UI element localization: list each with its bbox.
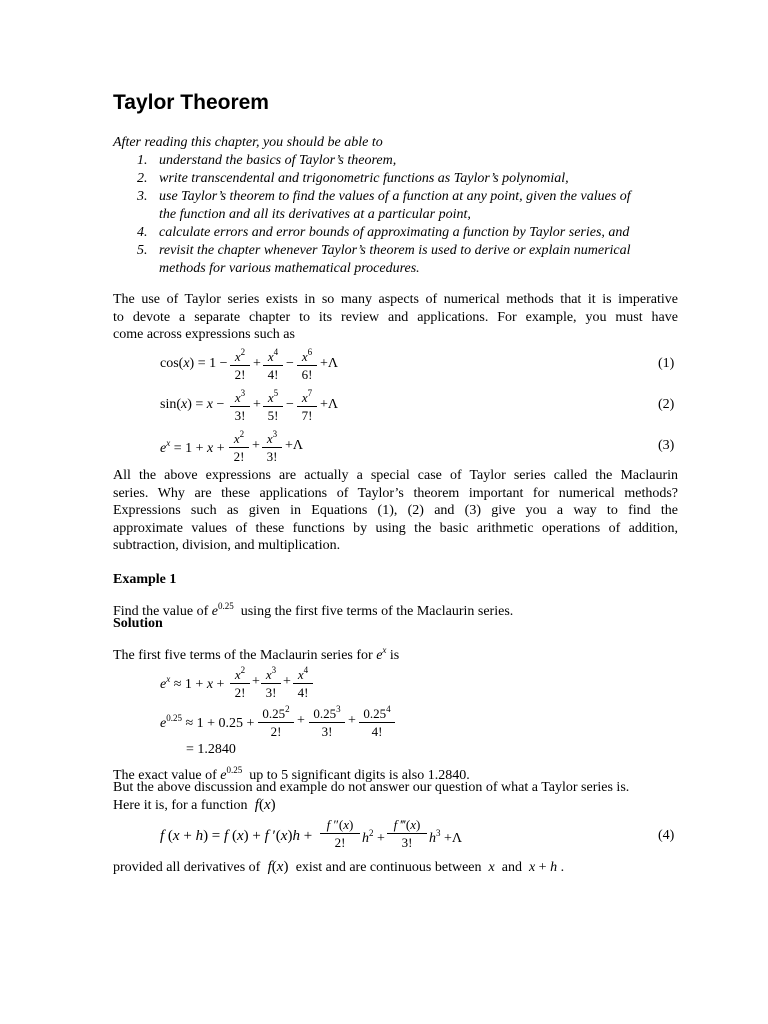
document-page: Taylor Theorem After reading this chapter, you should be able to 1. understand the basics of Taylor’s theorem, 2. write transcendental and trigonometric functions as Taylor’s polynomial, 3. use Taylor’s theorem to find the values of a function at any point, given the values of the function and all its derivatives at a particular point, 4. calculate errors and error bounds of approximating a function by Taylor series, and 5. revisit the chapter whenever Taylor’s theorem is used to derive or explain numerical methods for various mathematical procedures. The use of Taylor series exists in so many aspects of numerical methods that it is imperative to devote a separate chapter to its review and applications. For example, you must have come across expressions such as cos(x) = 1 − $x^2$ 2! + $x^4$ 4! − $x^6$ 6! +Λ (1) sin(x) = x − $x^3$ 3! + $x^5$ 5! − $x^7$ 7! +Λ (2) $e^x = 1 + x$ + $x^2$ 2! + $x^3$ 3! +Λ (3) All the above expressions are actually a special case of Taylor series called the Maclaurin series. Why are these applications of Taylor’s theorem important for numerical methods? Expressions such as given in Equations (1), (2) and (3) give you a way to find the approximate values of these functions by using the basic arithmetic operations of addition, subtraction, division, and multiplication. Example 1 Find the value of $e^{0.25}$ using the first five terms of the Maclaurin series. Solution The first five terms of the Maclaurin series for $e^x$ is $e^x \approx 1 + x$ + $x^2$ 2! + $x^3$ 3! + $x^4$ 4! $e^{0.25} \approx 1 + 0.25$ + $0.25^2$ 2! + 0.25$^3$ 3! + 0.25$^4$ 4! = 1.2840 The exact value of $e^{0.25}$ up to 5 significant digits is also 1.2840. But the above discussion and example do not answer our question of what a Taylor series is. Here it is, for a function f(x) f (x + h) = f (x) + f ′(x)h + f ″(x) 2! $h^2$ + f ‴(x) 3! $h^3 +\Lambda$ (4) provided all derivatives of f(x) exist and are continuous between x and x + h . [113, 91, 678, 875]
paragraph-line: All the above expressions are actually a special case of Taylor series called the Maclaurin [113, 468, 678, 483]
fraction: $x^4$ 4! [293, 663, 313, 700]
discussion-text: But the above discussion and example do not answer our question of what a Taylor series is. [113, 780, 630, 795]
fraction: $x^6$ 6! [297, 345, 317, 382]
equation-number: (2) [658, 397, 675, 412]
objective-number: 1. [137, 153, 148, 168]
paragraph-line: approximate values of these functions by using the basic arithmetic operations of addition, [113, 520, 678, 536]
paragraph-line: subtraction, division, and multiplication. [113, 538, 341, 553]
fraction: $x^3$ 3! [230, 386, 250, 423]
continuity-text: provided all derivatives of f(x) exist and are continuous between x and x + h . [113, 859, 565, 875]
objective-item: write transcendental and trigonometric functions as Taylor’s polynomial, [159, 171, 569, 186]
objective-item: methods for various mathematical procedures. [159, 261, 420, 276]
cos-lhs: cos(x) = 1 − [160, 356, 228, 371]
paragraph-line: The use of Taylor series exists in so many aspects of numerical methods that it is imperative [113, 292, 678, 307]
fraction: $x^2$ 2! [230, 663, 250, 700]
fraction: 0.25$^4$ 4! [359, 702, 395, 739]
exact-value-text: The exact value of $e^{0.25}$ up to 5 significant digits is also 1.2840. [113, 765, 470, 783]
paragraph-line: come across expressions such as [113, 327, 295, 342]
fraction: $x^7$ 7! [297, 386, 317, 423]
objective-number: 3. [137, 189, 148, 204]
fraction: $x^5$ 5! [263, 386, 283, 423]
fraction: f ‴(x) 3! [387, 817, 427, 850]
objective-item: understand the basics of Taylor’s theorem, [159, 153, 397, 168]
result-value: = 1.2840 [186, 742, 236, 757]
objective-item: use Taylor’s theorem to find the values of a function at any point, given the values of [159, 189, 631, 204]
objective-item: calculate errors and error bounds of approximating a function by Taylor series, and [159, 225, 630, 240]
solution-text: The first five terms of the Maclaurin series for $e^x$ is [113, 645, 400, 663]
paragraph-line: to devote a separate chapter to its review and applications. For example, you must have [113, 309, 678, 325]
objectives-intro: After reading this chapter, you should be able to [113, 135, 383, 150]
equation-number: (4) [658, 828, 675, 843]
fraction: $x^4$ 4! [263, 345, 283, 382]
objective-number: 5. [137, 243, 148, 258]
objective-number: 2. [137, 171, 148, 186]
objective-item: the function and all its derivatives at a particular point, [159, 207, 471, 222]
paragraph-line: Expressions such as given in Equations (1), (2) and (3) give you a way to find the [113, 503, 678, 518]
solution-heading: Solution [113, 616, 163, 631]
fraction: 0.25$^2$ 2! [258, 702, 294, 739]
page-title: Taylor Theorem [113, 91, 269, 114]
fraction: f ″(x) 2! [320, 817, 360, 850]
fraction: 0.25$^3$ 3! [309, 702, 345, 739]
example-heading: Example 1 [113, 572, 177, 587]
fraction: $x^2$ 2! [230, 345, 250, 382]
equation-number: (3) [658, 438, 675, 453]
example-text: Find the value of $e^{0.25}$ using the first five terms of the Maclaurin series. [113, 601, 514, 619]
fraction: $x^3$ 3! [261, 663, 281, 700]
taylor-intro-text: Here it is, for a function f(x) [113, 797, 276, 813]
fraction: $x^2$ 2! [229, 427, 249, 464]
objective-number: 4. [137, 225, 148, 240]
paragraph-line: series. Why are these applications of Taylor’s theorem important for numerical methods? [113, 485, 678, 501]
sin-lhs: sin(x) = x − [160, 397, 225, 412]
objective-item: revisit the chapter whenever Taylor’s theorem is used to derive or explain numerical [159, 243, 631, 258]
equation-number: (1) [658, 356, 675, 371]
fraction: $x^3$ 3! [262, 427, 282, 464]
exp-lhs: $e^x = 1 + x$ + [160, 438, 225, 456]
